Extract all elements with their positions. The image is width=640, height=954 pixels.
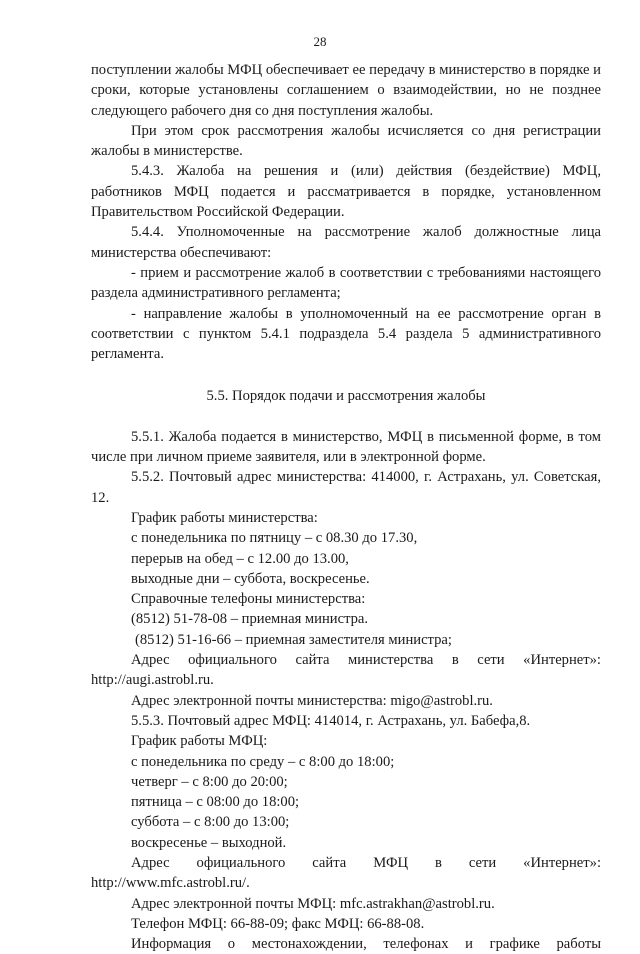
list-item-forward-complaint: - направление жалобы в уполномоченный на ее рассмотрение орган в соответствии с пунктом 5.4.1 подраздела 5.4 раздела 5 административного регламента. (91, 305, 601, 363)
ministry-phone-minister: (8512) 51-78-08 – приемная министра. (131, 611, 369, 628)
document-body (91, 60, 601, 954)
mfc-schedule-friday: пятница – с 08:00 до 18:00; (131, 794, 300, 811)
mfc-schedule-saturday: суббота – с 8:00 до 13:00; (131, 814, 290, 831)
mfc-email: Адрес электронной почты МФЦ: mfc.astrakhan@astrobl.ru. (131, 895, 495, 912)
paragraph-mfc-transfer: поступлении жалобы МФЦ обеспечивает ее передачу в министерство в порядке и сроки, которые установлены соглашением о взаимодействии, но не позднее следующего рабочего дня со дня поступления жалобы. (91, 62, 601, 119)
ministry-website: Адрес официального сайта министерства в сети «Интернет»: http://augi.astrobl.ru. (91, 652, 601, 689)
mfc-phone-fax: Телефон МФЦ: 66-88-09; факс МФЦ: 66-88-08. (131, 915, 425, 932)
ministry-email: Адрес электронной почты министерства: migo@astrobl.ru. (131, 692, 493, 709)
mfc-schedule-title: График работы МФЦ: (131, 733, 268, 750)
mfc-schedule-mon-wed: с понедельника по среду – с 8:00 до 18:00; (131, 753, 395, 770)
ministry-schedule-lunch: перерыв на обед – с 12.00 до 13.00, (131, 550, 349, 567)
ministry-schedule-days-off: выходные дни – суббота, воскресенье. (131, 570, 370, 587)
ministry-schedule-title: График работы министерства: (131, 509, 318, 526)
section-heading-5-5: 5.5. Порядок подачи и рассмотрения жалобы (206, 388, 486, 405)
paragraph-review-period: При этом срок рассмотрения жалобы исчисляется со дня регистрации жалобы в министерстве. (91, 122, 601, 160)
mfc-website: Адрес официального сайта МФЦ в сети «Интернет»: http://www.mfc.astrobl.ru/. (91, 854, 601, 892)
paragraph-5-5-1: 5.5.1. Жалоба подается в министерство, МФЦ в письменной форме, в том числе при личном приеме заявителя, или в электронной форме. (91, 428, 601, 466)
ministry-schedule-weekdays: с понедельника по пятницу – с 08.30 до 17.30, (131, 530, 418, 547)
paragraph-5-5-2: 5.5.2. Почтовый адрес министерства: 414000, г. Астрахань, ул. Советская, 12. (91, 469, 601, 506)
ministry-phones-title: Справочные телефоны министерства: (131, 591, 366, 608)
ministry-phone-deputy: (8512) 51-16-66 – приемная заместителя министра; (135, 631, 452, 648)
mfc-schedule-thursday: четверг – с 8:00 до 20:00; (131, 773, 288, 790)
paragraph-5-5-3: 5.5.3. Почтовый адрес МФЦ: 414014, г. Астрахань, ул. Бабефа,8. (131, 712, 531, 729)
page-number: 28 (313, 34, 327, 49)
mfc-schedule-sunday: воскресенье – выходной. (131, 834, 287, 851)
paragraph-5-4-3: 5.4.3. Жалоба на решения и (или) действия (бездействие) МФЦ, работников МФЦ подается и рассматривается в порядке, установленном Правительством Российской Федерации. (91, 163, 601, 221)
paragraph-5-4-4: 5.4.4. Уполномоченные на рассмотрение жалоб должностные лица министерства обеспечивают: (91, 224, 601, 261)
paragraph-location-info: Информация о местонахождении, телефонах и графике работы (131, 936, 601, 953)
list-item-receive-complaints: - прием и рассмотрение жалоб в соответствии с требованиями настоящего раздела административного регламента; (91, 264, 601, 302)
